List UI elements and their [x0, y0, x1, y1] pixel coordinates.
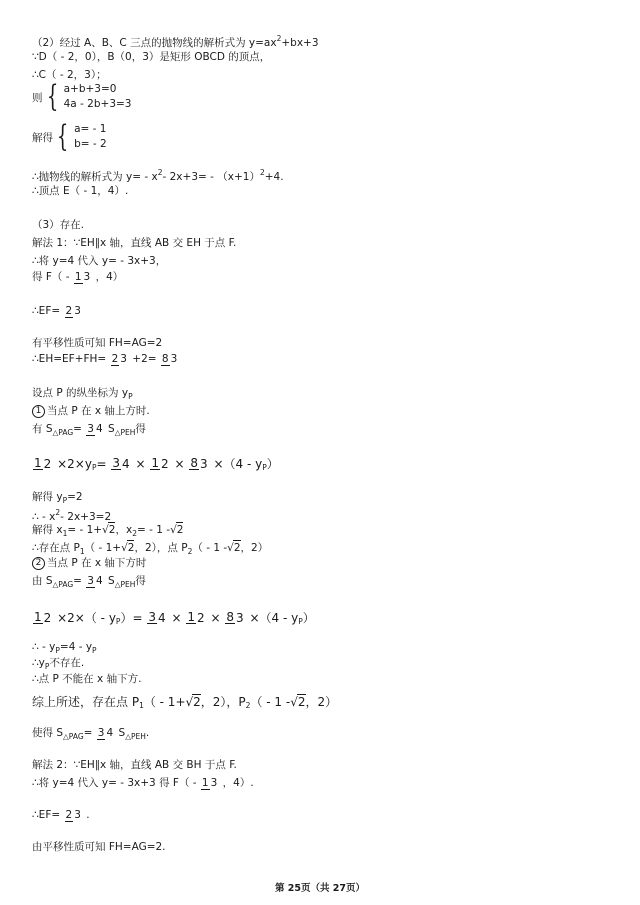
text: ，2）	[305, 694, 338, 709]
subscript: △PEH	[114, 580, 136, 589]
text: +2=	[132, 353, 157, 365]
line-point-f	[32, 270, 123, 284]
subscript: 2	[245, 701, 251, 710]
line-x-solutions	[32, 522, 183, 541]
text: ×	[135, 456, 146, 471]
numerator: 8	[226, 610, 234, 624]
text: ，2），点 P	[134, 541, 188, 554]
text: =	[73, 575, 82, 587]
fraction	[147, 611, 166, 624]
fraction	[189, 457, 208, 470]
numerator: 1	[187, 610, 195, 624]
text: 当点 P 在 x 轴下方时	[47, 557, 147, 569]
text: ∴ - x	[32, 511, 56, 523]
text: 解得 x	[32, 523, 63, 536]
text: ∴y	[32, 657, 45, 669]
denominator: 3	[83, 271, 91, 283]
equation: 4a - 2b+3=3	[63, 98, 132, 110]
fraction	[97, 727, 114, 740]
fraction	[65, 305, 82, 318]
sqrt-icon: √	[121, 541, 128, 554]
text: ∴ - y	[32, 641, 56, 653]
subscript: 1	[79, 546, 85, 556]
text: 得 F（ -	[32, 271, 70, 283]
text: ∴将 y=4 代入 y= - 3x+3，	[32, 255, 167, 267]
text: - 2x+3=2	[60, 511, 112, 523]
numerator: 8	[190, 456, 199, 470]
radicand: 2	[193, 695, 201, 709]
subscript: P	[298, 617, 303, 626]
radicand: 2	[297, 695, 306, 709]
text: ×（4 - y	[213, 456, 263, 471]
subscript: P	[91, 463, 97, 472]
numerator: 2	[65, 808, 73, 821]
radicand: 2	[108, 524, 116, 536]
sqrt-icon: √	[185, 694, 194, 709]
subscript: △PEH	[125, 732, 146, 741]
fraction	[86, 575, 103, 588]
line-method2-f	[32, 776, 254, 790]
text: 当点 P 在 x 轴上方时.	[47, 405, 150, 417]
fraction	[86, 423, 103, 436]
text: ∴EH=EF+FH=	[32, 353, 107, 365]
superscript: 2	[55, 508, 61, 517]
line-part3	[32, 218, 84, 232]
text: 解法 1：∵EH∥x 轴，直线 AB 交 EH 于点 F.	[32, 237, 237, 249]
text: ）	[302, 610, 315, 625]
line-conclusion	[32, 694, 337, 713]
sqrt-icon: √	[102, 523, 109, 536]
fraction	[111, 457, 130, 470]
text: 使得 S	[32, 727, 64, 739]
subscript: P	[62, 496, 68, 505]
numerator: 3	[112, 456, 121, 470]
text: 设点 P 的纵坐标为 y	[32, 387, 129, 399]
page-footer: 第 25页（共 27页）	[274, 883, 366, 894]
fraction	[225, 611, 244, 624]
text: S	[108, 423, 115, 435]
text: ，4）	[95, 271, 124, 283]
text: （ - 1+	[143, 694, 186, 709]
subscript: △PEH	[114, 428, 136, 437]
denominator: 3	[74, 305, 81, 317]
radicand: 2	[127, 542, 135, 554]
radicand: 2	[233, 542, 241, 554]
line-ef	[32, 304, 83, 318]
subscript: △PAG	[52, 428, 74, 437]
circled-number-icon: 2	[32, 557, 45, 570]
denominator: 3	[74, 809, 81, 821]
numerator: 3	[87, 574, 94, 587]
denominator: 2	[196, 610, 205, 625]
text: ∴抛物线的解析式为 y= - x	[32, 171, 158, 183]
text: 有 S	[32, 423, 53, 435]
denominator: 2	[43, 610, 52, 625]
line-case1	[32, 404, 150, 418]
subscript: 1	[62, 528, 68, 538]
superscript: 2	[157, 168, 163, 177]
text: 不存在.	[49, 657, 85, 669]
subscript: 2	[132, 528, 137, 538]
text: .	[86, 809, 90, 821]
subscript: P	[115, 617, 121, 626]
brace-icon: {	[46, 79, 58, 114]
denominator: 4	[122, 456, 130, 471]
text: 综上所述，存在点 P	[32, 694, 140, 709]
text: 由平移性质可知 FH=AG=2.	[32, 841, 166, 853]
text: （ - 1 -	[250, 694, 291, 709]
line-method2	[32, 758, 237, 772]
text: ∴C（ - 2，3）；	[32, 69, 107, 81]
text: ×	[174, 456, 185, 471]
text: ）	[266, 456, 279, 471]
line-method1	[32, 236, 236, 250]
text: ×2×y	[57, 456, 92, 471]
fraction	[150, 457, 169, 470]
denominator: 3	[200, 456, 208, 471]
numerator: 1	[151, 456, 160, 470]
numerator: 1	[74, 270, 82, 283]
text: ，2），P	[200, 694, 246, 709]
line-vertex-e	[32, 184, 128, 198]
line-area-ratio-1	[32, 422, 146, 440]
subscript: △PAG	[63, 732, 84, 741]
denominator: 4	[95, 575, 103, 587]
text: =4 - y	[59, 641, 93, 653]
text: （2）经过 A、B、C 三点的抛物线的解析式为 y=ax	[32, 37, 277, 49]
text: ）=	[120, 610, 143, 625]
line-area-eq-1	[32, 456, 279, 475]
denominator: 3	[210, 777, 218, 789]
denominator: 3	[170, 353, 178, 365]
denominator: 2	[161, 456, 169, 471]
line-point-c	[32, 68, 107, 82]
text: ∴存在点 P	[32, 541, 80, 554]
line-eh	[32, 352, 179, 366]
circled-number-icon: 1	[32, 405, 45, 418]
text: =	[83, 727, 93, 739]
text: =2	[67, 491, 83, 503]
equation-system-1	[32, 79, 132, 114]
text: ×	[171, 610, 182, 625]
text: 有平移性质可知 FH=AG=2	[32, 337, 163, 349]
text: =	[73, 423, 82, 435]
line-method2-translation	[32, 840, 166, 854]
numerator: 3	[97, 726, 105, 739]
text: .	[145, 727, 150, 739]
text: （3）存在.	[32, 219, 85, 231]
text: ∴顶点 E（ - 1，4）.	[32, 185, 129, 197]
subscript: P	[44, 662, 50, 671]
text: ，x	[115, 523, 133, 536]
text: 则	[32, 91, 43, 104]
text: =	[96, 456, 107, 471]
line-area-ratio-3	[32, 726, 149, 744]
superscript: 2	[276, 34, 282, 43]
numerator: 1	[34, 456, 42, 470]
text: - 2x+3= - （x+1）	[162, 171, 260, 183]
line-substitute	[32, 254, 166, 268]
subscript: 2	[187, 546, 193, 556]
subscript: 1	[139, 701, 144, 710]
fraction	[186, 611, 205, 624]
text: （ - 1 -	[192, 541, 228, 554]
numerator: 1	[34, 610, 42, 624]
fraction	[74, 271, 91, 284]
text: ，2）	[240, 541, 269, 554]
fraction	[33, 457, 52, 470]
text: S	[108, 575, 115, 587]
denominator: 4	[95, 423, 103, 435]
sqrt-icon: √	[227, 541, 234, 554]
line-area-eq-2	[32, 610, 315, 629]
text: = - 1 -	[136, 523, 171, 536]
text: 由 S	[32, 575, 53, 587]
text: +4.	[264, 171, 284, 183]
text: ，4）.	[222, 777, 254, 789]
numerator: 2	[111, 352, 119, 365]
subscript: P	[262, 463, 267, 472]
subscript: P	[128, 392, 133, 401]
fraction	[65, 809, 82, 822]
superscript: 2	[259, 168, 265, 177]
numerator: 2	[65, 304, 73, 317]
denominator: 3	[120, 353, 127, 365]
fraction	[111, 353, 128, 366]
denominator: 3	[235, 610, 244, 625]
text: ×（4 - y	[249, 610, 299, 625]
text: ×	[210, 610, 221, 625]
text: 解得 y	[32, 491, 63, 503]
text: ∴EF=	[32, 809, 61, 821]
numerator: 8	[161, 352, 169, 365]
denominator: 4	[157, 610, 166, 625]
numerator: 3	[148, 610, 156, 624]
line-method2-ef	[32, 808, 90, 822]
text: 解得	[32, 131, 53, 144]
fraction	[201, 777, 218, 790]
subscript: △PAG	[52, 580, 74, 589]
text: ∴点 P 不能在 x 轴下方.	[32, 673, 142, 685]
line-not-below	[32, 672, 141, 686]
denominator: 4	[106, 727, 114, 739]
sqrt-icon: √	[290, 694, 298, 709]
equation-system-2	[32, 119, 107, 154]
text: S	[118, 727, 126, 739]
subscript: P	[92, 646, 97, 655]
text: +bx+3	[281, 37, 319, 49]
line-yp	[32, 386, 133, 404]
equation: b= - 2	[74, 138, 107, 150]
numerator: 1	[201, 776, 209, 789]
text: 解法 2：∵EH∥x 轴，直线 AB 交 BH 于点 F.	[32, 759, 237, 771]
brace-icon: {	[56, 119, 69, 154]
text: ∴将 y=4 代入 y= - 3x+3 得 F（ -	[32, 777, 197, 789]
text: ∴EF=	[32, 305, 61, 317]
equation: a+b+3=0	[63, 83, 117, 95]
text: （ - 1+	[84, 541, 122, 554]
line-case2	[32, 556, 146, 570]
line-translation	[32, 336, 162, 350]
sqrt-icon: √	[170, 523, 177, 536]
text: = - 1+	[67, 523, 103, 536]
fraction	[161, 353, 178, 366]
line-parabola-result	[32, 166, 284, 184]
text: ∵D（ - 2，0），B（0，3）是矩形 OBCD 的顶点，	[32, 51, 271, 63]
text: ×2×（ - y	[57, 610, 116, 625]
numerator: 3	[87, 422, 94, 435]
line-area-ratio-2	[32, 574, 146, 592]
equation: a= - 1	[74, 123, 107, 135]
subscript: P	[55, 646, 60, 655]
denominator: 2	[43, 456, 52, 471]
line-vertices	[32, 50, 270, 64]
text: 得	[135, 575, 146, 587]
text: 得	[135, 423, 146, 435]
radicand: 2	[176, 524, 184, 536]
fraction	[33, 611, 52, 624]
line-parabola-form	[32, 32, 319, 50]
